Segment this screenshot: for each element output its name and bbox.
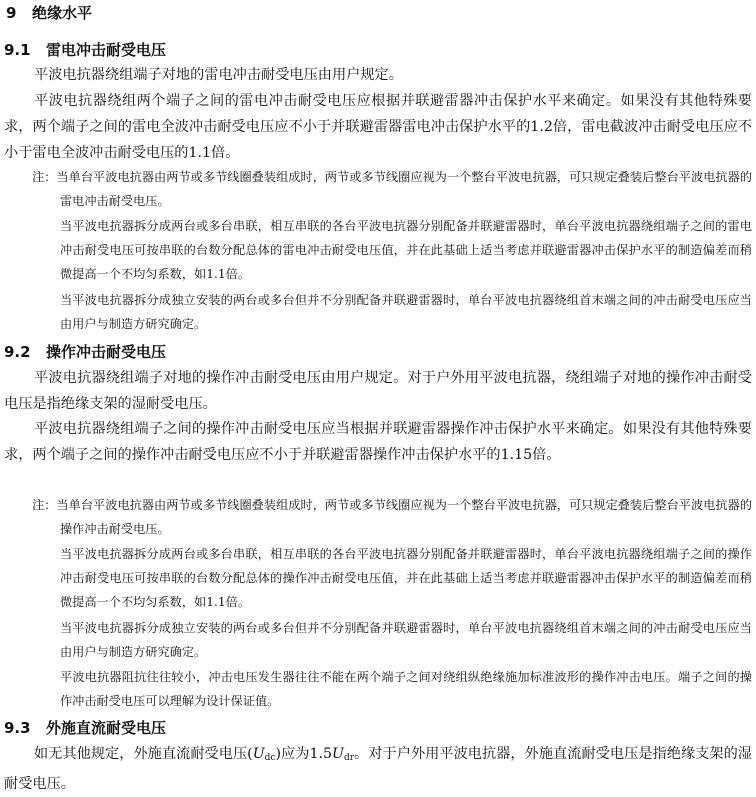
note: 当平波电抗器拆分成两台或多台串联，相互串联的各台平波电抗器分别配备并联避雷器时，单台平波电抗器绕组端子之间的雷电冲击耐受电压可按串联的台数分配总体的雷电冲击耐受电压值，并在此基础上适当考虑并联避雷器冲击保护水平的制造偏差而稍微提高一个不均匀系数，如1.1倍。 [60,219,752,282]
text-run: 如无其他规定，外施直流耐受电压( [34,746,253,762]
section-number: 9.3 [4,719,31,737]
paragraph: 平波电抗器绕组端子对地的操作冲击耐受电压由用户规定。对于户外用平波电抗器，绕组端子对地的操作冲击耐受电压是指绝缘支架的湿耐受电压。 [4,370,752,412]
section-9-1-heading [4,39,166,61]
note: 当平波电抗器拆分成独立安装的两台或多台但并不分别配备并联避雷器时，单台平波电抗器绕组首末端之间的冲击耐受电压应当由用户与制造方研究确定。 [60,621,752,660]
note: 当平波电抗器拆分成独立安装的两台或多台但并不分别配备并联避雷器时，单台平波电抗器绕组首末端之间的冲击耐受电压应当由用户与制造方研究确定。 [60,293,752,332]
symbol: U [252,746,265,762]
paragraph: 平波电抗器绕组端子对地的雷电冲击耐受电压由用户规定。 [34,67,403,83]
note-label: 注： [32,170,57,184]
section-9-3-heading [4,717,166,739]
note-text: 当单台平波电抗器由两节或多节线圈叠装组成时，两节或多节线圈应视为一个整台平波电抗器，可只规定叠装后整台平波电抗器的操作冲击耐受电压。 [56,498,753,537]
section-title: 雷电冲击耐受电压 [46,41,167,59]
note [32,493,752,541]
symbol: U [332,746,344,762]
section-9-2-heading [4,341,166,363]
note: 平波电抗器阻抗往往较小，冲击电压发生器往往不能在两个端子之间对绕组纵绝缘施加标准波形的操作冲击电压。端子之间的操作冲击耐受电压可以理解为设计保证值。 [60,670,752,709]
note [32,165,752,213]
note-label: 注： [32,498,57,512]
section-number: 9.2 [4,343,31,361]
subscript: dc [264,753,276,763]
text-run: 。对于户外用平波电抗器，外施直流耐受电压是指绝缘支架的湿耐受电压。 [4,746,752,792]
paragraph: 平波电抗器绕组两个端子之间的雷电冲击耐受电压应根据并联避雷器冲击保护水平来确定。如果没有其他特殊要求，两个端子之间的雷电全波冲击耐受电压应不小于并联避雷器雷电冲击保护水平的1.2倍，雷电截波冲击耐受电压应不小于雷电全波冲击耐受电压的1.1倍。 [4,93,752,161]
text-run: )应为1.5 [275,746,333,762]
section-title: 外施直流耐受电压 [46,719,167,737]
note: 当平波电抗器拆分成两台或多台串联，相互串联的各台平波电抗器分别配备并联避雷器时，单台平波电抗器绕组端子之间的操作冲击耐受电压可按串联的台数分配总体的操作冲击耐受电压值，并在此基础上适当考虑并联避雷器冲击保护水平的制造偏差而稍微提高一个不均匀系数，如1.1倍。 [60,547,752,610]
section-number: 9.1 [4,41,31,59]
section-title: 绝缘水平 [32,4,93,22]
paragraph: 平波电抗器绕组端子之间的操作冲击耐受电压应当根据并联避雷器操作冲击保护水平来确定。如果没有其他特殊要求，两个端子之间的操作冲击耐受电压应不小于并联避雷器操作冲击保护水平的1.15倍。 [4,421,752,463]
section-number: 9 [6,4,17,22]
paragraph [4,741,752,797]
section-9-heading [6,2,92,24]
note-text: 当单台平波电抗器由两节或多节线圈叠装组成时，两节或多节线圈应视为一个整台平波电抗器，可只规定叠装后整台平波电抗器的雷电冲击耐受电压。 [56,170,753,209]
section-title: 操作冲击耐受电压 [46,343,167,361]
subscript: dr [344,753,355,763]
